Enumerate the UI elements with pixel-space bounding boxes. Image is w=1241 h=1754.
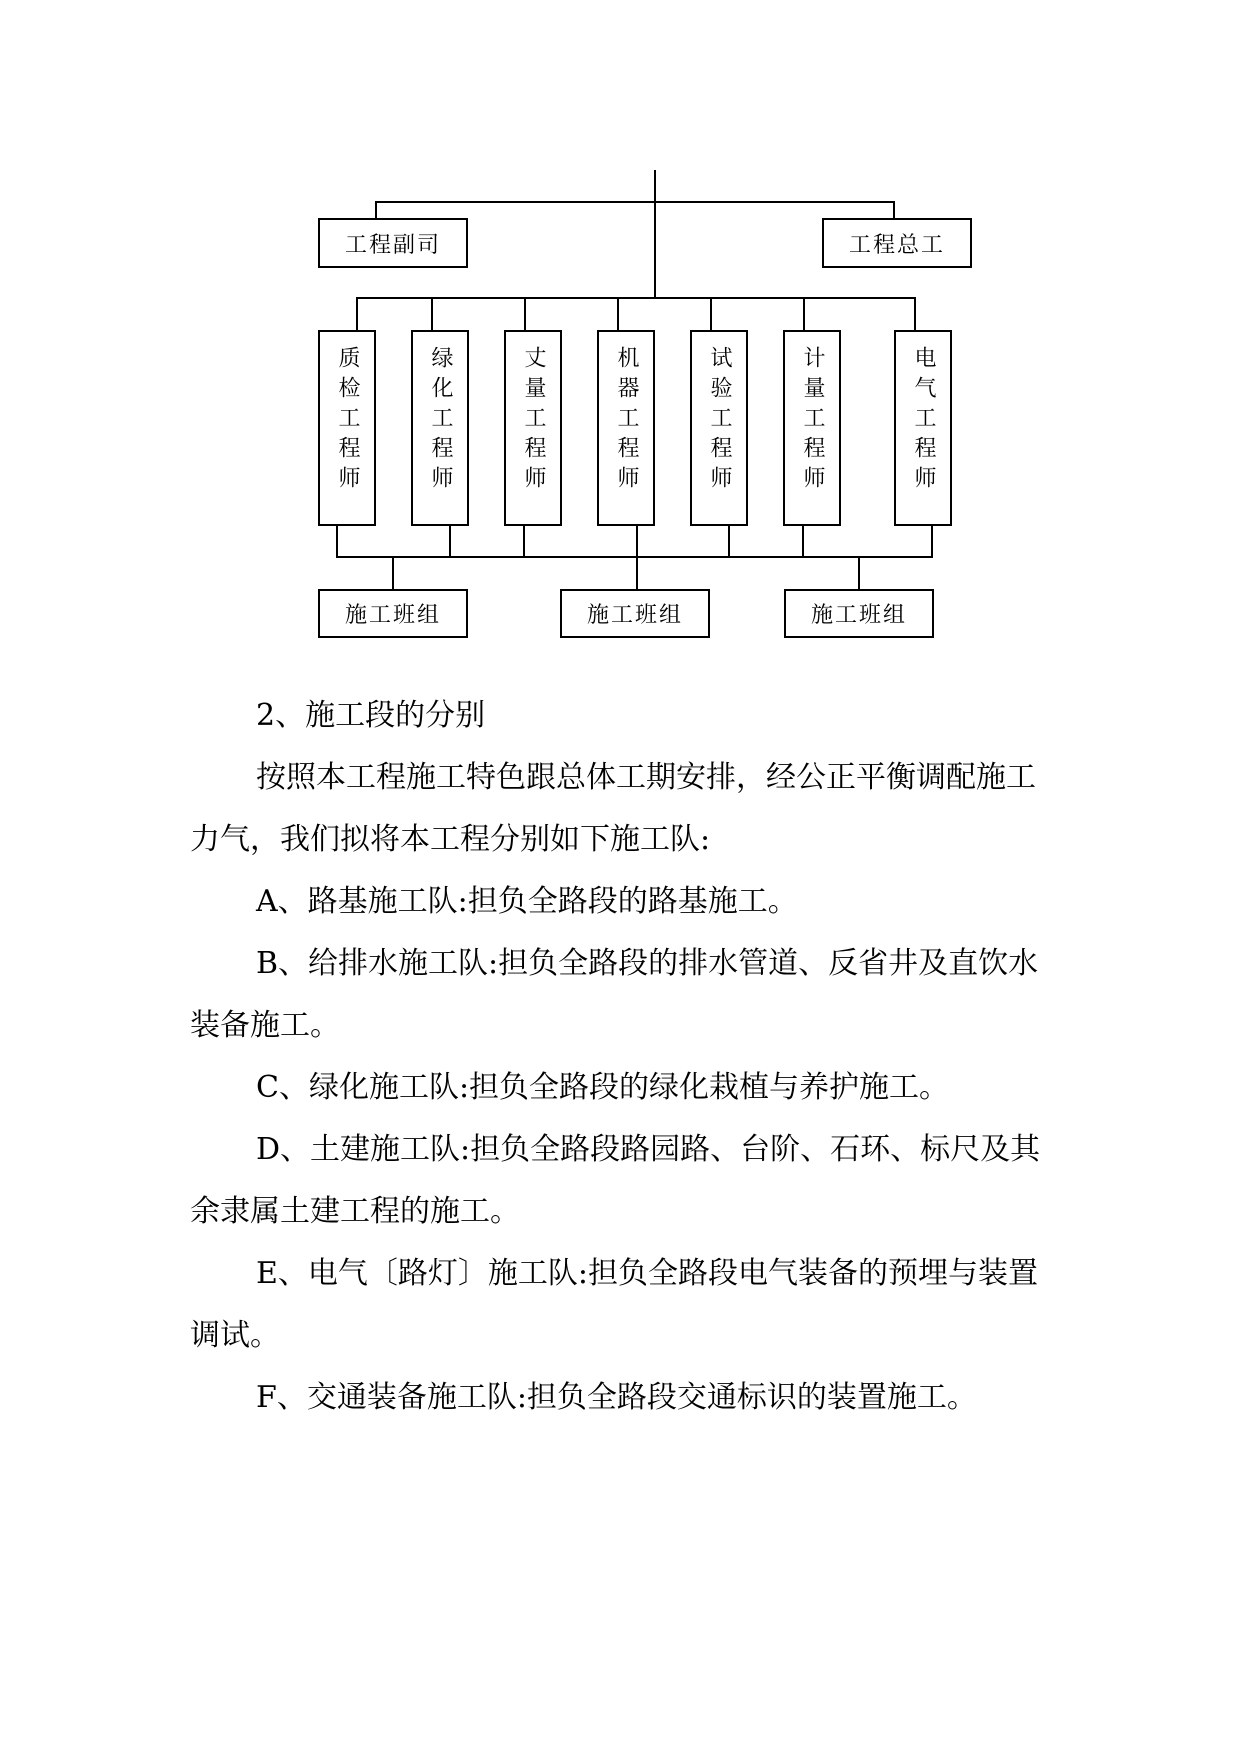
- connector-line: [931, 525, 933, 558]
- paragraph: B、给排水施工队:担负全路段的排水管道、反省井及直饮水装备施工。: [190, 946, 1039, 1043]
- section-heading: 2、施工段的分别: [256, 698, 486, 733]
- connector-line: [356, 297, 358, 331]
- connector-line: [728, 525, 730, 558]
- engineer-label: 计量工程师: [800, 346, 825, 496]
- connector-line: [710, 297, 712, 331]
- connector-line: [636, 525, 638, 558]
- connector-line: [356, 297, 916, 299]
- connector-line: [449, 525, 451, 558]
- body-text: [190, 685, 1050, 1429]
- engineer-label: 机器工程师: [614, 346, 639, 496]
- paragraph: C、绿化施工队:担负全路段的绿化栽植与养护施工。: [256, 1070, 950, 1105]
- engineer-label: 丈量工程师: [521, 346, 546, 496]
- connector-line: [336, 525, 338, 558]
- machinery-engineer-box: [597, 330, 655, 526]
- connector-line: [336, 556, 933, 558]
- testing-engineer-box: [690, 330, 748, 526]
- paragraph: D、土建施工队:担负全路段路园路、台阶、石环、标尺及其余隶属土建工程的施工。: [190, 1132, 1041, 1229]
- connector-line: [858, 556, 860, 590]
- connector-line: [524, 297, 526, 331]
- connector-line: [523, 525, 525, 558]
- connector-line: [893, 201, 895, 219]
- connector-line: [802, 525, 804, 558]
- paragraph: E、电气〔路灯〕施工队:担负全路段电气装备的预埋与装置调试。: [190, 1256, 1039, 1353]
- connector-line: [375, 201, 895, 203]
- connector-line: [375, 201, 377, 219]
- construction-team-box: 施工班组: [318, 589, 468, 638]
- construction-team-box: 施工班组: [784, 589, 934, 638]
- greening-engineer-box: [411, 330, 469, 526]
- quality-engineer-box: [318, 330, 376, 526]
- chief-engineer-box: 工程总工: [822, 218, 972, 268]
- engineer-label: 绿化工程师: [428, 346, 453, 496]
- deputy-manager-box: 工程副司: [318, 218, 468, 268]
- connector-line: [392, 556, 394, 590]
- connector-line: [636, 556, 638, 590]
- engineer-label: 质检工程师: [335, 346, 360, 496]
- connector-line: [654, 170, 656, 202]
- paragraph: A、路基施工队:担负全路段的路基施工。: [256, 884, 798, 919]
- engineer-label: 试验工程师: [707, 346, 732, 496]
- connector-line: [803, 297, 805, 331]
- construction-team-box: 施工班组: [560, 589, 710, 638]
- connector-line: [654, 201, 656, 299]
- paragraph: F、交通装备施工队:担负全路段交通标识的装置施工。: [256, 1380, 977, 1415]
- connector-line: [914, 297, 916, 331]
- connector-line: [431, 297, 433, 331]
- paragraph: 按照本工程施工特色跟总体工期安排，经公正平衡调配施工力气，我们拟将本工程分别如下施工队:: [190, 760, 1036, 857]
- metering-engineer-box: [783, 330, 841, 526]
- org-chart: [0, 0, 1241, 660]
- engineer-label: 电气工程师: [911, 346, 936, 496]
- electrical-engineer-box: [894, 330, 952, 526]
- survey-engineer-box: [504, 330, 562, 526]
- connector-line: [617, 297, 619, 331]
